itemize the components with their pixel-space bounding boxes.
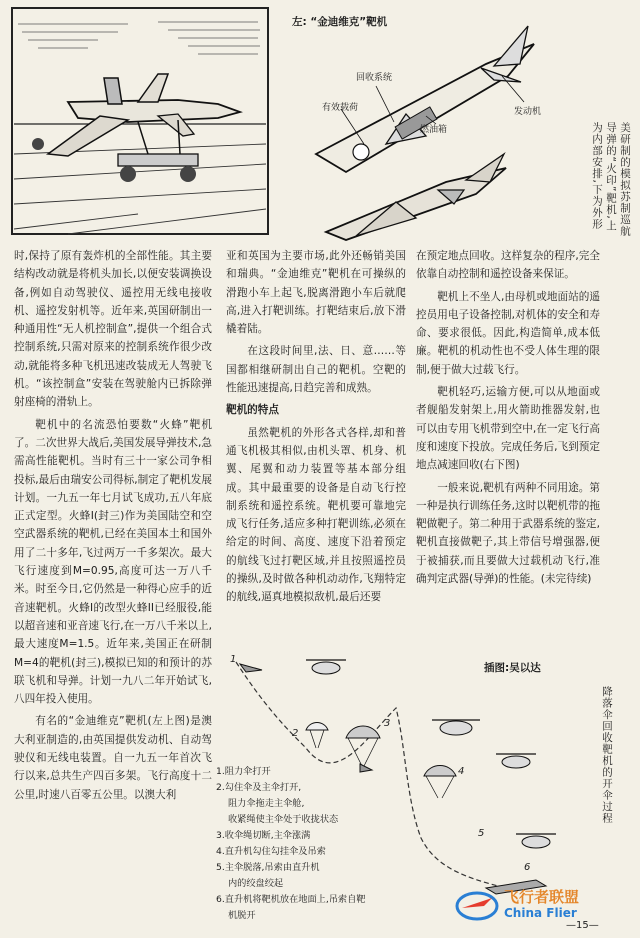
column-2 [226, 247, 406, 611]
col1-paragraph-3: 有名的“金迪维克”靶机(左上图)是澳大利亚制造的,由英国提供发动机、自动驾驶仪和无线电装置。自一九五一年首次飞行以来,总共生产四百多架。飞行高度十二公里,时速八百零五公里。以澳大利 [14, 715, 212, 801]
jindivik-drawing [8, 4, 272, 238]
col3-paragraph-3: 靶机轻巧,运输方便,可以从地面或者舰船发射架上,用火箭助推器发射,也可以由专用飞机带到空中,在一定飞行高度和速度下投放。完成任务后,飞到预定地点减速回收(右下图) [416, 386, 600, 472]
legend-line-7: 5.主伞脱落,吊索由直升机 [216, 862, 320, 873]
legend-line-6: 4.直升机勾住勾挂伞及吊索 [216, 846, 326, 857]
legend-line-4: 收紧绳使主伞处于收拢状态 [228, 814, 339, 825]
step-number-3: 3 [384, 718, 391, 729]
col3-paragraph-4: 一般来说,靶机有两种不同用途。第一种是执行训练任务,这时以靶机带的拖靶做靶子。第二种用于武器系统的鉴定,靶机直接做靶子,其上带信号增强器,便于被捕获,而且要做大过载机动飞行,准确判定武器(导弹)的性能。(未完待续) [416, 481, 600, 586]
watermark-text-en: China Flier [504, 906, 577, 920]
figure-jindivik [8, 4, 272, 238]
legend-line-1: 1.阻力伞打开 [216, 766, 271, 777]
watermark-text-cn: 飞行者联盟 [504, 888, 580, 906]
column-3 [416, 247, 600, 592]
col3-paragraph-1: 在预定地点回收。这样复杂的程序,完全依靠自动控制和遥控设备来保证。 [416, 250, 600, 281]
caption-jindivik: 左: “金迪维克”靶机 [292, 16, 388, 28]
watermark [454, 884, 604, 924]
label-payload: 有效载荷 [322, 103, 359, 113]
legend-line-9: 6.直升机将靶机放在地面上,吊索自靶 [216, 894, 366, 905]
step-number-5: 5 [478, 828, 485, 839]
col1-paragraph-1: 时,保持了原有轰炸机的全部性能。其主要结构改动就是将机头加长,以便安装调换设备,例如自动驾驶仪、遥控用无线电接收机、遥控发射机等。近年来,英国研制出一种通用性“无人机控制盒”,提供一个组合式控制系统,只需对原来的控制系统作很少改动,就能将多种飞机迅速改装成无人驾驶飞机。“该控制盒”安装在驾驶舱内已拆除弹射座椅的滑轨上。 [14, 250, 212, 409]
figure-firebolt [276, 4, 636, 244]
col2-paragraph-1: 亚和英国为主要市场,此外还畅销美国和瑞典。“金迪维克”靶机在可操纵的滑跑小车上起飞,脱离滑跑小车后就爬高,进入打靶训练。打靶结束后,放下滑橇着陆。 [226, 250, 406, 336]
legend-line-2: 2.勾住伞及主伞打开, [216, 782, 302, 793]
section-title-target-features: 靶机的特点 [226, 404, 279, 417]
watermark-logo-icon [454, 886, 500, 922]
legend-line-3: 阻力伞拖走主伞舱, [228, 798, 305, 809]
legend-line-10: 机脱开 [228, 910, 256, 921]
page-number: —15— [566, 920, 599, 931]
column-1 [14, 247, 212, 808]
label-recovery-system: 回收系统 [356, 73, 393, 83]
col2-paragraph-2: 在这段时间里,法、日、意……等国都相继研制出自己的靶机。空靶的性能迅速提高,日趋完善和成熟。 [226, 345, 406, 395]
step-number-1: 1 [230, 654, 237, 665]
col2-paragraph-3: 虽然靶机的外形各式各样,却和普通飞机极其相似,由机头罩、机身、机翼、尾翼和动力装置等基本部分组成。其中最重要的设备是自动飞行控制系统和遥控系统。靶机要可靠地完成飞行任务,适应多种打靶训练,必须在给定的时间、高度、速度下沿着预定的航线飞过打靶区域,并且按照遥控员的操纵,及时做各种机动动作,飞翔特定的航线,逼真地模拟敌机,最后还要 [226, 426, 406, 604]
step-number-2: 2 [292, 728, 299, 739]
recovery-legend [216, 764, 366, 924]
label-fuel-tank: 燃油箱 [420, 125, 448, 135]
caption-firebolt: 美研制的模拟苏制巡航导弹的“火印”靶机,上为内部安排,下为外形 [591, 122, 631, 237]
step-number-6: 6 [524, 862, 531, 873]
col1-paragraph-2: 靶机中的名流恐怕要数“火蜂”靶机了。二次世界大战后,美国发展导弹技术,急需高性能靶机。当时有三十一家公司争相投标,最后由瑞安公司得标,制定了靶机发展计划。一九五一年七月试飞成功,五八年底正式定型。火蜂I(封三)作为美国陆空和空空武器系统的靶机,已经在美国本土和国外用了二十多年,飞过两万一千多架次。最大飞行速度到M=0.95,高度可达一万八千米。时至今日,它仍然是一种得心应手的近音速靶机。火蜂I的改型火蜂II已经服役,能以超音速和亚音速飞行,在一万八千米以上,最大速度M=1.5。近年来,美国正在研制M=4的靶机(封三),模拟已知的和预计的苏联飞机和导弹。计划一九八二年开始试飞,八四年投入使用。 [14, 418, 212, 706]
legend-line-8: 内的绞盘绞起 [228, 878, 284, 889]
illustrator-credit: 插图:吴以达 [484, 662, 541, 674]
legend-line-5: 3.收伞绳切断,主伞涨满 [216, 830, 311, 841]
label-engine: 发动机 [514, 107, 542, 117]
col3-paragraph-2: 靶机上不坐人,由母机或地面站的遥控员用电子设备控制,对机体的安全和寿命、要求很低。因此,构造简单,成本低廉。靶机的机动性也不受人体生理的限制,便于做大过载飞行。 [416, 290, 600, 376]
caption-recovery: 降落伞回收靶机的开伞过程 [601, 686, 613, 824]
step-number-4: 4 [458, 766, 465, 777]
